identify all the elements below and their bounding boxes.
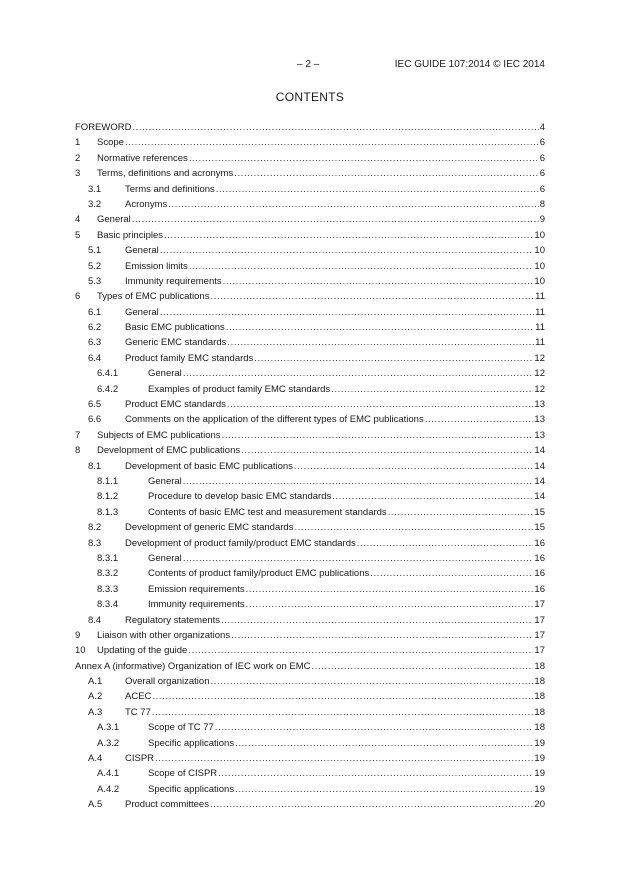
toc-entry-title: Generic EMC standards [125, 337, 227, 349]
toc-entry-number: 6.6 [88, 414, 102, 426]
toc-entry[interactable] [75, 766, 545, 781]
toc-entry-page: 17 [534, 614, 545, 626]
toc-entry-page: 19 [534, 768, 545, 780]
toc-entry-title: Scope [97, 137, 124, 149]
dot-leader [227, 335, 534, 350]
toc-entry-number: A.4.2 [97, 783, 120, 795]
toc-entry-number: 5 [75, 229, 81, 241]
toc-entry-number: 9 [75, 629, 81, 641]
toc-entry-page: 12 [534, 352, 545, 364]
toc-entry-title: General [97, 214, 131, 226]
toc-entry-number: 3 [75, 168, 81, 180]
dot-leader [183, 366, 534, 381]
toc-entry-title: Contents of product family/product EMC publications [148, 568, 370, 580]
toc-entry-page: 9 [539, 214, 545, 226]
toc-entry-page: 19 [534, 737, 545, 749]
toc-entry[interactable] [75, 643, 545, 658]
toc-entry-title: Procedure to develop basic EMC standards [148, 491, 332, 503]
toc-entry-page: 6 [539, 168, 545, 180]
dot-leader [226, 320, 534, 335]
toc-entry-page: 10 [534, 275, 545, 287]
toc-entry-title: Contents of basic EMC test and measurement standards [148, 506, 387, 518]
toc-entry-page: 17 [534, 645, 545, 657]
dot-leader [183, 474, 534, 489]
toc-entry[interactable] [75, 443, 545, 458]
toc-entry-page: 20 [534, 799, 545, 811]
page-title: CONTENTS [275, 90, 345, 104]
toc-entry[interactable] [75, 597, 545, 612]
toc-entry-number: 5.1 [88, 245, 102, 257]
toc-entry-title: Overall organization [125, 676, 210, 688]
toc-entry[interactable] [75, 135, 545, 150]
toc-entry-page: 14 [534, 460, 545, 472]
toc-entry-title: Scope of TC 77 [148, 722, 214, 734]
toc-entry-page: 11 [535, 322, 545, 334]
toc-entry-title: General [148, 475, 182, 487]
toc-entry-title: Specific applications [148, 783, 235, 795]
dot-leader [125, 135, 539, 150]
toc-entry-title: Scope of CISPR [148, 768, 218, 780]
toc-entry-number: 3.2 [88, 198, 102, 210]
toc-entry-page: 14 [534, 445, 545, 457]
toc-entry-page: 18 [534, 722, 545, 734]
dot-leader [235, 736, 533, 751]
toc-entry-number: 7 [75, 429, 81, 441]
toc-entry-title: Basic EMC publications [125, 322, 225, 334]
toc-entry[interactable] [75, 166, 545, 181]
dot-leader [231, 628, 533, 643]
toc-entry-page: 10 [534, 229, 545, 241]
toc-entry-page: 15 [534, 522, 545, 534]
toc-entry-title: General [148, 368, 182, 380]
toc-entry[interactable] [75, 566, 545, 581]
toc-entry-number: A.4 [88, 753, 103, 765]
dot-leader [223, 274, 534, 289]
toc-entry-number: A.4.1 [97, 768, 120, 780]
dot-leader [331, 382, 533, 397]
toc-entry-title: Product EMC standards [125, 399, 226, 411]
toc-entry-page: 14 [534, 475, 545, 487]
toc-entry-title: Specific applications [148, 737, 235, 749]
toc-entry-page: 10 [534, 260, 545, 272]
toc-entry-number: 5.3 [88, 275, 102, 287]
toc-entry-page: 11 [535, 306, 545, 318]
toc-entry-title: Development of basic EMC publications [125, 460, 293, 472]
toc-entry-number: A.3.1 [97, 722, 120, 734]
dot-leader [246, 582, 534, 597]
toc-entry-number: A.1 [88, 676, 103, 688]
dot-leader [246, 597, 534, 612]
dot-leader [152, 705, 534, 720]
page-number: – 2 – [297, 59, 320, 70]
toc-entry[interactable] [75, 228, 545, 243]
dot-leader [370, 566, 533, 581]
toc-entry[interactable] [75, 151, 545, 166]
toc-entry-title: General [125, 245, 159, 257]
toc-entry-page: 17 [534, 599, 545, 611]
toc-entry-title: Regulatory statements [125, 614, 221, 626]
toc-entry-title: Immunity requirements [125, 275, 222, 287]
toc-entry-title: Product family EMC standards [125, 352, 254, 364]
toc-entry-title: Development of product family/product EMC standards [125, 537, 356, 549]
toc-entry-title: Development of generic EMC standards [125, 522, 294, 534]
toc-entry-page: 16 [534, 583, 545, 595]
toc-entry-number: 8.3 [88, 537, 102, 549]
toc-entry-title: Liaison with other organizations [97, 629, 231, 641]
toc-entry-number: A.3 [88, 706, 103, 718]
toc-entry-number: 8 [75, 445, 81, 457]
toc-entry-page: 6 [539, 152, 545, 164]
toc-entry[interactable] [75, 628, 545, 643]
toc-entry-number: 8.3.2 [97, 568, 119, 580]
toc-entry-number: 6.2 [88, 322, 102, 334]
dot-leader [164, 228, 533, 243]
toc-entry-title: Normative references [97, 152, 188, 164]
toc-entry-page: 13 [534, 429, 545, 441]
toc-entry-number: 6.3 [88, 337, 102, 349]
dot-leader [227, 397, 534, 412]
toc-entry-title: Terms, definitions and acronyms [97, 168, 234, 180]
toc-entry-title: Examples of product family EMC standards [148, 383, 331, 395]
toc-entry-title: Comments on the application of the different types of EMC publications [125, 414, 424, 426]
toc-entry[interactable] [75, 197, 545, 212]
toc-entry[interactable] [75, 720, 545, 735]
dot-leader [189, 151, 539, 166]
toc-entry-title: Acronyms [125, 198, 168, 210]
toc-entry-title: Terms and definitions [125, 183, 215, 195]
toc-entry-page: 17 [534, 629, 545, 641]
toc-entry[interactable] [75, 551, 545, 566]
toc-entry[interactable] [75, 397, 545, 412]
toc-entry-number: 5.2 [88, 260, 102, 272]
toc-entry-page: 11 [535, 337, 545, 349]
toc-entry-number: 3.1 [88, 183, 102, 195]
toc-entry-number: A.3.2 [97, 737, 120, 749]
toc-entry-number: A.5 [88, 799, 103, 811]
toc-entry-title: Annex A (informative) Organization of IEC work on EMC [75, 660, 311, 672]
toc-entry[interactable] [75, 489, 545, 504]
toc-entry-title: CISPR [125, 753, 155, 765]
toc-entry-title: Basic principles [97, 229, 163, 241]
toc-entry-title: Updating of the guide [97, 645, 188, 657]
toc-entry-page: 12 [534, 368, 545, 380]
toc-entry[interactable] [75, 536, 545, 551]
toc-entry[interactable] [75, 520, 545, 535]
toc-entry-page: 11 [535, 291, 545, 303]
dot-leader [183, 551, 534, 566]
toc-entry-title: General [125, 306, 159, 318]
toc-entry[interactable] [75, 120, 545, 135]
toc-entry-page: 18 [534, 660, 545, 672]
toc-entry-number: 8.2 [88, 522, 102, 534]
dot-leader [216, 182, 539, 197]
toc-entry[interactable] [75, 428, 545, 443]
dot-leader [155, 751, 533, 766]
dot-leader [234, 166, 538, 181]
toc-entry-number: 8.3.1 [97, 552, 119, 564]
dot-leader [188, 643, 533, 658]
toc-entry-page: 13 [534, 414, 545, 426]
toc-entry-number: 8.4 [88, 614, 102, 626]
toc-entry-page: 14 [534, 491, 545, 503]
dot-leader [222, 428, 534, 443]
toc-entry-number: 4 [75, 214, 81, 226]
toc-entry[interactable] [75, 797, 545, 812]
toc-entry[interactable] [75, 289, 545, 304]
toc-entry-page: 19 [534, 753, 545, 765]
dot-leader [210, 289, 534, 304]
toc-entry-page: 6 [539, 137, 545, 149]
dot-leader [189, 259, 534, 274]
toc-entry[interactable] [75, 382, 545, 397]
toc-entry-title: Immunity requirements [148, 599, 245, 611]
toc-entry[interactable] [75, 412, 545, 427]
toc-entry-number: A.2 [88, 691, 103, 703]
dot-leader [160, 305, 534, 320]
toc-entry[interactable] [75, 335, 545, 350]
dot-leader [132, 120, 538, 135]
document-id: IEC GUIDE 107:2014 © IEC 2014 [394, 59, 545, 70]
dot-leader [312, 659, 534, 674]
toc-entry-page: 16 [534, 568, 545, 580]
dot-leader [211, 674, 534, 689]
toc-entry-page: 16 [534, 537, 545, 549]
toc-entry-title: General [148, 552, 182, 564]
toc-entry-number: 6.4.1 [97, 368, 119, 380]
dot-leader [241, 443, 533, 458]
dot-leader [294, 459, 534, 474]
toc-entry-page: 8 [539, 198, 545, 210]
toc-entry[interactable] [75, 505, 545, 520]
toc-entry-page: 12 [534, 383, 545, 395]
toc-entry-number: 8.1.1 [97, 475, 119, 487]
toc-entry-number: 2 [75, 152, 81, 164]
toc-entry[interactable] [75, 351, 545, 366]
toc-entry-page: 4 [539, 122, 545, 133]
toc-entry[interactable] [75, 582, 545, 597]
toc-entry-title: Product committees [125, 799, 209, 811]
toc-entry-number: 6.5 [88, 399, 102, 411]
toc-entry-title: FOREWORD [75, 122, 132, 133]
table-of-contents [75, 120, 545, 813]
page-header [0, 59, 620, 73]
dot-leader [235, 782, 533, 797]
toc-entry[interactable] [75, 613, 545, 628]
toc-entry-number: 8.1.2 [97, 491, 119, 503]
dot-leader [332, 489, 533, 504]
toc-entry-page: 15 [534, 506, 545, 518]
toc-entry-title: Types of EMC publications [97, 291, 210, 303]
toc-entry-page: 10 [534, 245, 545, 257]
dot-leader [218, 766, 533, 781]
toc-entry-page: 6 [539, 183, 545, 195]
dot-leader [388, 505, 534, 520]
toc-entry-page: 18 [534, 691, 545, 703]
toc-entry[interactable] [75, 243, 545, 258]
toc-entry-page: 18 [534, 676, 545, 688]
dot-leader [132, 212, 539, 227]
dot-leader [215, 720, 534, 735]
toc-entry-number: 8.3.3 [97, 583, 119, 595]
toc-entry-number: 8.1.3 [97, 506, 119, 518]
toc-entry[interactable] [75, 274, 545, 289]
toc-entry-page: 19 [534, 783, 545, 795]
dot-leader [210, 797, 533, 812]
toc-entry-number: 6.4.2 [97, 383, 119, 395]
toc-entry-title: Subjects of EMC publications [97, 429, 221, 441]
toc-entry[interactable] [75, 674, 545, 689]
toc-entry-number: 10 [75, 645, 86, 657]
toc-entry-number: 8.1 [88, 460, 102, 472]
dot-leader [254, 351, 533, 366]
dot-leader [152, 689, 533, 704]
toc-entry[interactable] [75, 320, 545, 335]
toc-entry[interactable] [75, 182, 545, 197]
toc-entry[interactable] [75, 305, 545, 320]
dot-leader [294, 520, 533, 535]
toc-entry-number: 8.3.4 [97, 599, 119, 611]
dot-leader [160, 243, 534, 258]
toc-entry-page: 13 [534, 399, 545, 411]
toc-entry[interactable] [75, 659, 545, 674]
toc-entry[interactable] [75, 736, 545, 751]
toc-entry[interactable] [75, 782, 545, 797]
toc-entry-number: 1 [75, 137, 81, 149]
dot-leader [425, 412, 534, 427]
dot-leader [168, 197, 538, 212]
toc-entry-page: 16 [534, 552, 545, 564]
toc-entry-title: Emission limits [125, 260, 188, 272]
toc-entry-title: Emission requirements [148, 583, 245, 595]
dot-leader [357, 536, 534, 551]
toc-entry-page: 18 [534, 706, 545, 718]
toc-entry-title: Development of EMC publications [97, 445, 241, 457]
toc-entry[interactable] [75, 366, 545, 381]
toc-entry-number: 6 [75, 291, 81, 303]
toc-entry[interactable] [75, 459, 545, 474]
dot-leader [221, 613, 533, 628]
toc-entry[interactable] [75, 259, 545, 274]
toc-entry[interactable] [75, 751, 545, 766]
toc-entry-number: 6.4 [88, 352, 102, 364]
toc-entry[interactable] [75, 212, 545, 227]
toc-entry[interactable] [75, 689, 545, 704]
toc-entry[interactable] [75, 474, 545, 489]
toc-entry-title: TC 77 [125, 706, 151, 718]
toc-entry-number: 6.1 [88, 306, 102, 318]
toc-entry[interactable] [75, 705, 545, 720]
toc-entry-title: ACEC [125, 691, 152, 703]
